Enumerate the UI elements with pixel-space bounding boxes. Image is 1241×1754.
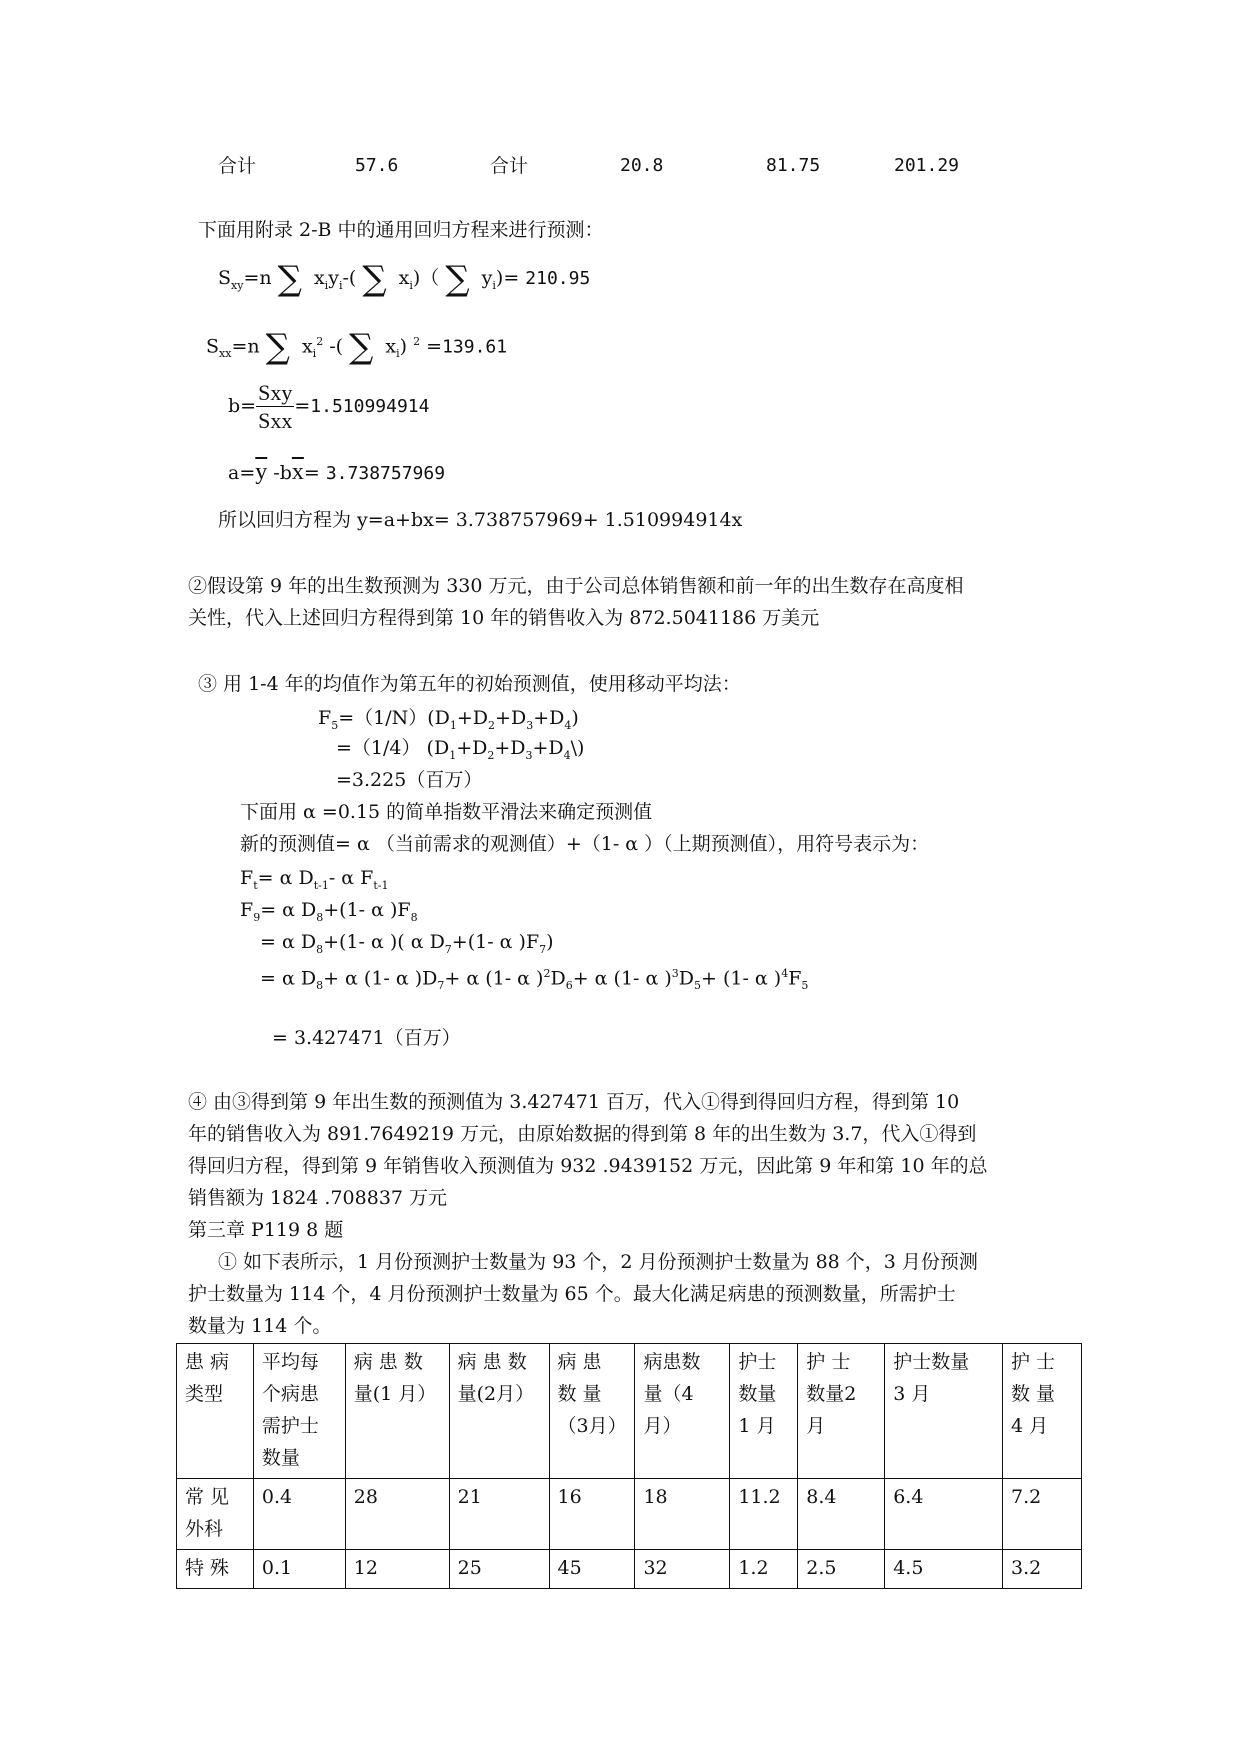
totals-label-1: 合计 [218,155,257,177]
cell-line: 个病患 [261,1383,319,1405]
table-cell [253,1344,345,1479]
f9-formula-3: = α $D_8+ \alpha$ (1- α )$D_7+ \alpha$ (1- α )$^2D_6+ \alpha$ (1- α )$^3D_5+ (1-$ α )$^4F_5$ [260,967,809,993]
part4-line-2: 年的销售收入为 891.7649219 万元，由原始数据的得到第 8 年的出生数为 3.7，代入①得到 [188,1123,977,1145]
table-cell [1003,1479,1082,1550]
cell-line: 1 月 [738,1415,776,1437]
cell-line: 常 见 [185,1486,230,1508]
table-cell [253,1550,345,1589]
table-cell [449,1344,549,1479]
cell-line: 数量 [738,1383,777,1405]
f5-result: =3.225（百万） [336,769,483,791]
cell-line: 3.2 [1011,1557,1042,1579]
table-cell [345,1479,449,1550]
cell-line: 6.4 [893,1486,924,1508]
part4-line-1: ④ 由③得到第 9 年出生数的预测值为 3.427471 百万，代入①得到得回归方程，得到第 10 [188,1091,960,1113]
table-cell [449,1479,549,1550]
ft-formula: $F_t= \alpha$ $D_{t-1}-$ α $F_{t-1}$ [240,867,389,892]
part2-line-1: ②假设第 9 年的出生数预测为 330 万元，由于公司总体销售额和前一年的出生数存在高度相 [188,575,964,597]
f9-result: = 3.427471（百万） [272,1027,461,1049]
cell-line: 需护士 [261,1415,319,1437]
cell-line: 患 病 [185,1351,230,1373]
sxx-formula: $S_{xx}=n$ ∑ $x_i^2$ -( ∑ $x_i$) $^2$ =139.61 [206,327,508,368]
cell-line: 数量 [261,1447,300,1469]
part3-intro: ③ 用 1-4 年的均值作为第五年的初始预测值，使用移动平均法： [198,673,741,695]
table-cell [177,1344,254,1479]
cell-line: 护士 [738,1351,777,1373]
totals-label-2: 合计 [490,155,529,177]
chapter-para-3: 数量为 114 个。 [188,1315,332,1337]
f5-formula-2: =（1/4） $(D_1+D_2+D_3+D_4\backslash)$ [336,737,585,762]
cell-line: 数 量 [557,1383,602,1405]
cell-line: 11.2 [738,1486,781,1508]
table-cell [1003,1550,1082,1589]
part4-line-4: 销售额为 1824 .708837 万元 [188,1187,448,1209]
table-cell [449,1550,549,1589]
smoothing-intro: 下面用 α =0.15 的简单指数平滑法来确定预测值 [240,801,653,823]
cell-line: 7.2 [1011,1486,1042,1508]
cell-line: 数量2 [806,1383,857,1405]
cell-line: 量(1 月） [353,1383,437,1405]
chapter-para-2: 护士数量为 114 个，4 月份预测护士数量为 65 个。最大化满足病患的预测数量，所需护士 [188,1283,956,1305]
table-cell [253,1479,345,1550]
cell-line: 病 患 [557,1351,602,1373]
table-cell [635,1550,730,1589]
cell-line: 32 [643,1557,668,1579]
totals-value-4: 201.29 [894,155,960,176]
f9-formula-1: $F_9= \alpha$ $D_8+(1-$ α )$F_8$ [240,899,418,924]
regression-equation: 所以回归方程为 y=a+bx= 3.738757969+ 1.510994914x [218,509,743,531]
table-cell [798,1550,885,1589]
table-row [177,1479,1082,1550]
cell-line: 护士数量 [893,1351,970,1373]
chapter-para-1: ① 如下表所示，1 月份预测护士数量为 93 个，2 月份预测护士数量为 88 个，3 月份预测 [218,1251,978,1273]
sxy-formula: $S_{xy}=n$ ∑ $x_iy_i-$( ∑ $x_i$)（ ∑ $y_i)= 210.95$ [218,259,591,299]
table-cell [177,1550,254,1589]
cell-line: 外科 [185,1518,224,1540]
cell-line: 21 [457,1486,482,1508]
table-cell [885,1344,1003,1479]
table-cell [1003,1344,1082,1479]
table-cell [345,1344,449,1479]
table-cell [885,1479,1003,1550]
cell-line: 特 殊 [185,1557,230,1579]
cell-line: 12 [353,1557,378,1579]
table-cell [635,1344,730,1479]
f9-formula-2: = α $D_8+(1-$ α )( α $D_7+(1-$ α )$F_7$) [260,931,554,956]
cell-line: 3 月 [893,1383,931,1405]
cell-line: 量(2月） [457,1383,535,1405]
totals-value-3: 81.75 [766,155,821,176]
table-cell [885,1550,1003,1589]
table-cell [177,1479,254,1550]
cell-line: 月） [643,1415,682,1437]
cell-line: 1.2 [738,1557,769,1579]
table-cell [798,1344,885,1479]
f5-formula-1: $F_5=(1/N)(D_1+D_2+D_3+D_4)$ [318,707,579,732]
table-cell [549,1479,635,1550]
sxy-value: 210.95 [525,268,591,289]
table-cell [798,1479,885,1550]
sxx-value: 139.61 [442,336,508,358]
regression-intro: 下面用附录 2-B 中的通用回归方程来进行预测： [198,219,604,241]
cell-line: 28 [353,1486,378,1508]
table-header-row [177,1344,1082,1479]
cell-line: 45 [557,1557,582,1579]
cell-line: （3月） [557,1415,627,1437]
cell-line: 4 月 [1011,1415,1049,1437]
cell-line: 护 士 [1011,1351,1056,1373]
table-cell [730,1550,798,1589]
cell-line: 平均每 [261,1351,319,1373]
a-formula: $a=\overline{y}$ $-b\overline{x}= 3.738757969$ [228,459,446,485]
cell-line: 0.1 [261,1557,293,1579]
cell-line: 8.4 [806,1486,837,1508]
cell-line: 数 量 [1011,1383,1056,1405]
table-cell [730,1344,798,1479]
cell-line: 病 患 数 [353,1351,423,1373]
totals-value-1: 57.6 [355,155,399,176]
b-formula: b= $\frac{\text{Sxy}}{\text{Sxx}}$ =1.510994914 [228,379,430,433]
table-cell [549,1550,635,1589]
a-value: 3.738757969 [325,463,446,484]
cell-line: 16 [557,1486,582,1508]
cell-line: 量（4 [643,1383,694,1405]
nurse-table [176,1343,1082,1589]
cell-line: 4.5 [893,1557,924,1579]
cell-line: 病 患 数 [457,1351,527,1373]
cell-line: 月 [806,1415,826,1437]
cell-line: 护 士 [806,1351,851,1373]
table-cell [549,1344,635,1479]
smoothing-desc: 新的预测值= α （当前需求的观测值）+（1- α ）（上期预测值），用符号表示为： [240,833,930,855]
cell-line: 0.4 [261,1486,293,1508]
b-value: 1.510994914 [310,396,430,417]
cell-line: 类型 [185,1383,224,1405]
totals-value-2: 20.8 [620,155,664,176]
cell-line: 25 [457,1557,482,1579]
cell-line: 病患数 [643,1351,701,1373]
table-cell [730,1479,798,1550]
table-cell [635,1479,730,1550]
cell-line: 2.5 [806,1557,837,1579]
cell-line: 18 [643,1486,668,1508]
chapter-heading: 第三章 P119 8 题 [188,1219,344,1241]
part4-line-3: 得回归方程，得到第 9 年销售收入预测值为 932 .9439152 万元，因此第 9 年和第 10 年的总 [188,1155,988,1177]
table-row [177,1550,1082,1589]
table-cell [345,1550,449,1589]
part2-line-2: 关性，代入上述回归方程得到第 10 年的销售收入为 872.5041186 万美元 [188,607,820,629]
